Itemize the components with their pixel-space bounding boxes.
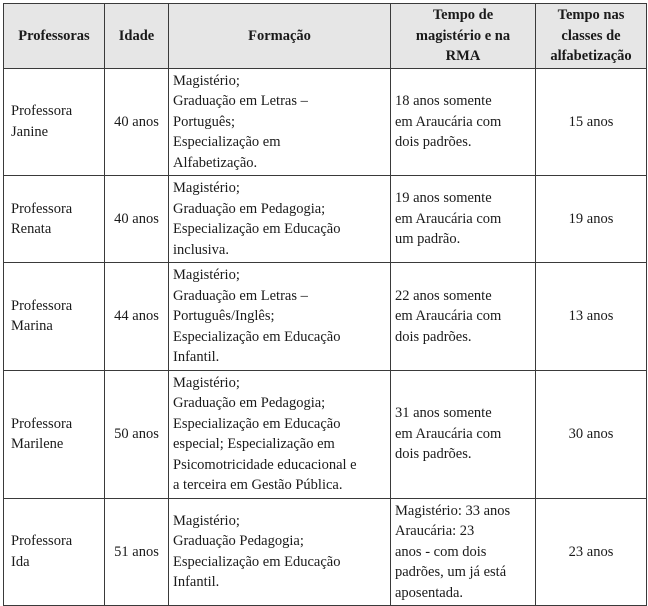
teaching-time-line: anos - com dois <box>395 543 487 560</box>
teacher-name-line: Ida <box>11 553 30 570</box>
header-professoras: Professoras <box>4 4 105 69</box>
literacy-time-cell: 15 anos <box>536 68 647 176</box>
teacher-name-line: Janine <box>11 123 49 140</box>
teaching-time-cell <box>391 498 536 606</box>
teacher-name-cell <box>4 263 105 371</box>
formation-line: Infantil. <box>173 574 220 591</box>
header-tempo-magisterio-line: Tempo de <box>432 7 494 23</box>
header-tempo-alfabetizacao-line: Tempo nas <box>557 7 625 23</box>
teacher-name-line: Professora <box>11 200 73 217</box>
teachers-table <box>3 3 647 606</box>
formation-cell <box>169 263 391 371</box>
table-row <box>4 370 647 498</box>
header-idade: Idade <box>105 4 169 69</box>
formation-line: Magistério; <box>173 512 240 529</box>
teaching-time-cell <box>391 68 536 176</box>
formation-line: Especialização em Educação <box>173 553 341 570</box>
formation-line: a terceira em Gestão Pública. <box>173 477 343 493</box>
teacher-name-line: Professora <box>11 297 73 314</box>
literacy-time-cell: 19 anos <box>536 176 647 263</box>
formation-line: Magistério; <box>173 180 240 196</box>
formation-line: Graduação Pedagogia; <box>173 533 304 550</box>
teaching-time-line: em Araucária com <box>395 113 502 130</box>
table-row <box>4 176 647 263</box>
formation-line: Especialização em Educação <box>173 221 341 237</box>
table-row <box>4 68 647 176</box>
formation-cell <box>169 370 391 498</box>
header-tempo-alfabetizacao <box>536 4 647 69</box>
formation-line: Especialização em <box>173 134 281 150</box>
table-row <box>4 263 647 371</box>
header-tempo-magisterio <box>391 4 536 69</box>
teaching-time-line: em Araucária com <box>395 425 502 442</box>
formation-line: Graduação em Pedagogia; <box>173 200 326 217</box>
literacy-time-cell: 30 anos <box>536 370 647 498</box>
teaching-time-line: dois padrões. <box>395 328 472 345</box>
teacher-name-line: Marilene <box>11 436 64 452</box>
formation-line: especial; Especialização em <box>173 436 335 452</box>
table-row <box>4 498 647 606</box>
formation-line: Infantil. <box>173 349 220 365</box>
teacher-name-cell <box>4 176 105 263</box>
teaching-time-line: Araucária: 23 <box>395 523 475 539</box>
formation-line: Psicomotricidade educacional e <box>173 456 357 473</box>
formation-line: Magistério; <box>173 267 240 283</box>
formation-line: Magistério; <box>173 72 240 89</box>
age-cell: 50 anos <box>105 370 169 498</box>
teacher-name-cell <box>4 498 105 606</box>
teaching-time-line: 18 anos somente <box>395 93 492 109</box>
teaching-time-line: em Araucária com <box>395 308 502 324</box>
teaching-time-line: 22 anos somente <box>395 287 492 304</box>
formation-line: Português; <box>173 113 236 130</box>
teacher-name-line: Renata <box>11 221 52 237</box>
literacy-time-cell: 13 anos <box>536 263 647 371</box>
literacy-time-cell: 23 anos <box>536 498 647 606</box>
teaching-time-cell <box>391 370 536 498</box>
age-cell: 44 anos <box>105 263 169 371</box>
formation-line: Alfabetização. <box>173 154 258 171</box>
age-cell: 51 anos <box>105 498 169 606</box>
teaching-time-line: em Araucária com <box>395 210 502 227</box>
formation-line: Especialização em Educação <box>173 415 341 432</box>
teaching-time-cell <box>391 176 536 263</box>
formation-cell <box>169 498 391 606</box>
header-tempo-alfabetizacao-line: alfabetização <box>550 48 632 64</box>
header-row <box>4 4 647 69</box>
age-cell: 40 anos <box>105 68 169 176</box>
formation-line: Graduação em Letras – <box>173 93 308 109</box>
teaching-time-line: Magistério: 33 anos <box>395 502 511 519</box>
header-tempo-magisterio-line: RMA <box>445 48 481 64</box>
header-formacao: Formação <box>169 4 391 69</box>
formation-line: inclusiva. <box>173 241 229 258</box>
age-cell: 40 anos <box>105 176 169 263</box>
formation-line: Português/Inglês; <box>173 308 275 324</box>
header-tempo-magisterio-line: magistério e na <box>415 27 511 44</box>
teacher-name-line: Marina <box>11 318 53 335</box>
header-tempo-alfabetizacao-line: classes de <box>561 27 621 44</box>
formation-line: Especialização em Educação <box>173 328 341 345</box>
teaching-time-line: dois padrões. <box>395 134 472 150</box>
teaching-time-line: padrões, um já está <box>395 564 507 580</box>
teaching-time-line: 19 anos somente <box>395 190 492 207</box>
formation-cell <box>169 176 391 263</box>
teaching-time-line: dois padrões. <box>395 446 472 463</box>
formation-line: Magistério; <box>173 374 240 391</box>
teacher-name-cell <box>4 370 105 498</box>
teaching-time-line: 31 anos somente <box>395 405 492 422</box>
teacher-name-line: Professora <box>11 533 73 550</box>
formation-cell <box>169 68 391 176</box>
teaching-time-cell <box>391 263 536 371</box>
teacher-name-line: Professora <box>11 415 73 432</box>
formation-line: Graduação em Letras – <box>173 287 308 304</box>
teaching-time-line: um padrão. <box>395 231 461 248</box>
teacher-name-line: Professora <box>11 103 73 120</box>
formation-line: Graduação em Pedagogia; <box>173 395 326 411</box>
teacher-name-cell <box>4 68 105 176</box>
teaching-time-line: aposentada. <box>395 584 464 601</box>
